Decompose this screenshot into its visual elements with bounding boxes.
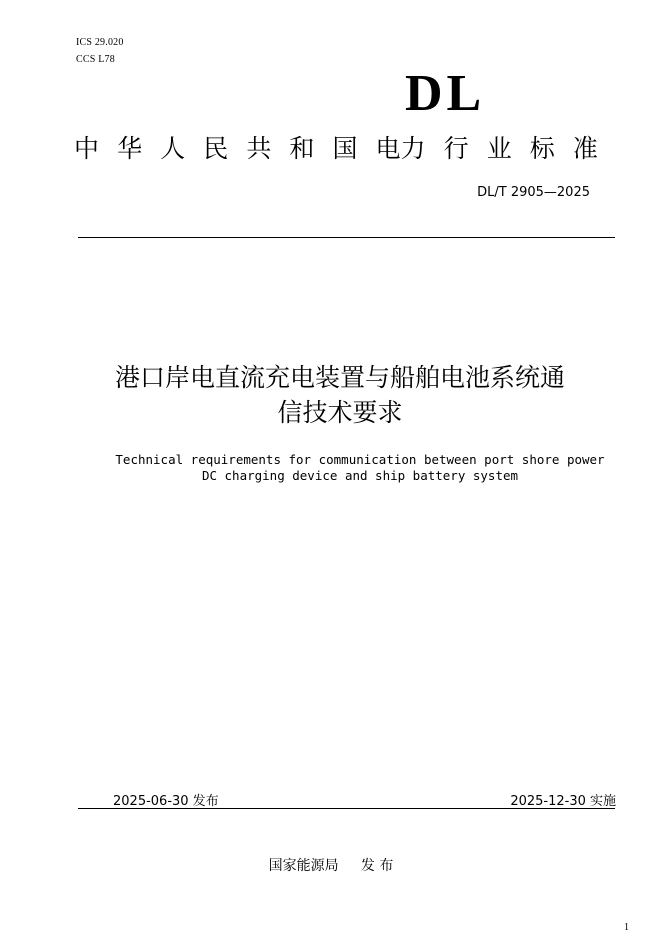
title-char: 和: [289, 134, 315, 163]
top-divider: [78, 237, 615, 238]
standard-number: DL/T 2905—2025: [477, 185, 590, 200]
chinese-title: [60, 360, 620, 430]
issue-date: 2025-06-30 发布: [113, 794, 219, 809]
title-char: 业: [486, 134, 512, 163]
english-title-line-1: Technical requirements for communication between port shore power: [115, 452, 605, 467]
title-char: 标: [529, 134, 555, 163]
title-char: 民: [203, 134, 229, 163]
title-char: 华: [117, 134, 143, 163]
title-char: 共: [246, 134, 272, 163]
standard-category-title: [74, 132, 598, 166]
title-char: 国: [332, 134, 358, 163]
title-char: 准: [572, 134, 598, 163]
issuing-authority: 国家能源局 发 布: [268, 858, 394, 874]
page-number: 1: [624, 922, 629, 933]
title-char: 行: [443, 134, 469, 163]
title-char: 中: [74, 134, 100, 163]
title-char: 电力: [375, 134, 426, 163]
bottom-divider: [78, 808, 615, 809]
ccs-code: CCS L78: [76, 54, 115, 65]
implementation-date: 2025-12-30 实施: [510, 794, 616, 809]
ics-code: ICS 29.020: [76, 37, 124, 48]
chinese-title-line-2: 信技术要求: [277, 398, 403, 427]
english-title-line-2: DC charging device and ship battery system: [201, 468, 519, 483]
dl-logo: DL: [405, 65, 486, 122]
title-char: 人: [160, 134, 186, 163]
english-title: [70, 452, 650, 484]
chinese-title-line-1: 港口岸电直流充电装置与船舶电池系统通: [114, 363, 565, 392]
